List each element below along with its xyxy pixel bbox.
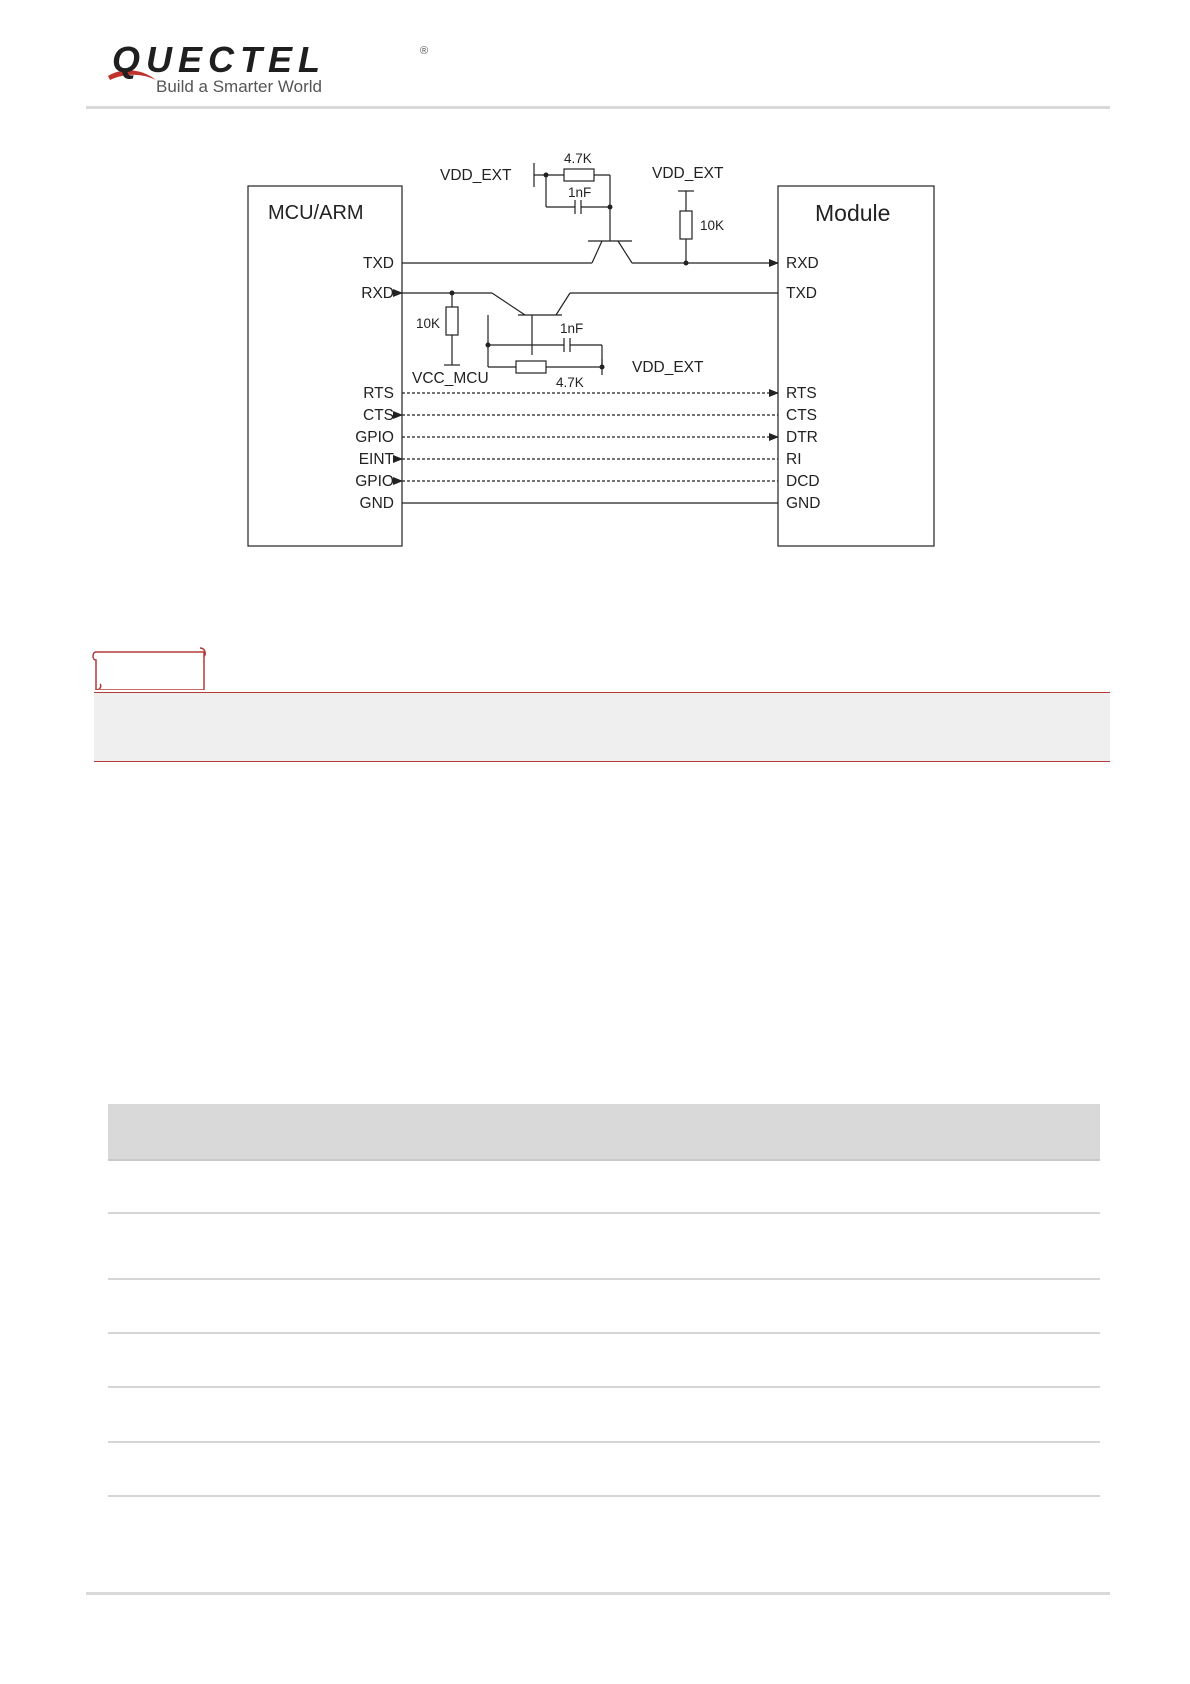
header-rule [86, 106, 1110, 109]
resistor-4k7-top [564, 169, 594, 181]
table-row [108, 1442, 1100, 1496]
label-resistor-4k7: 4.7K [556, 375, 584, 390]
mcu-pin-txd: TXD [363, 255, 394, 272]
logo-tagline: Build a Smarter World [156, 77, 322, 96]
mcu-pin-gpio: GPIO [355, 429, 394, 446]
label-vdd-ext: VDD_EXT [652, 165, 724, 182]
table-header-row [108, 1104, 1100, 1160]
module-pin-dtr: DTR [786, 429, 818, 446]
label-resistor-10k: 10K [700, 218, 725, 233]
resistor-10k-right [680, 211, 692, 239]
mcu-title: MCU/ARM [268, 202, 364, 224]
module-pin-gnd: GND [786, 495, 821, 512]
module-box [778, 186, 934, 546]
mcu-pin-cts: CTS [363, 407, 394, 424]
resistor-10k-left [446, 307, 458, 335]
label-vdd-ext: VDD_EXT [440, 167, 512, 184]
label-vdd-ext: VDD_EXT [632, 359, 704, 376]
table-row [108, 1213, 1100, 1279]
footer-rule [86, 1592, 1110, 1595]
label-resistor-4k7: 4.7K [564, 151, 592, 166]
label-vcc-mcu: VCC_MCU [412, 370, 489, 387]
label-capacitor-1nf: 1nF [568, 185, 592, 200]
note-callout [86, 640, 1110, 762]
label-resistor-10k: 10K [416, 316, 441, 331]
module-pin-txd: TXD [786, 285, 817, 302]
module-pin-cts: CTS [786, 407, 817, 424]
mcu-pin-eint: EINT [358, 451, 394, 468]
module-pin-rts: RTS [786, 385, 817, 402]
note-scroll-icon [90, 646, 208, 690]
module-pin-rxd: RXD [786, 255, 819, 272]
module-title: Module [815, 200, 891, 226]
logo-wordmark: QUECTEL [112, 40, 327, 80]
table-row [108, 1279, 1100, 1333]
note-content-band [94, 692, 1110, 762]
module-pin-ri: RI [786, 451, 802, 468]
resistor-4k7-bottom [516, 361, 546, 373]
table-row [108, 1160, 1100, 1213]
table-row [108, 1333, 1100, 1387]
mcu-box [248, 186, 402, 546]
mcu-pin-rxd: RXD [361, 285, 394, 302]
registered-mark: ® [420, 45, 429, 57]
label-capacitor-1nf: 1nF [560, 321, 584, 336]
mcu-pin-gpio: GPIO [355, 473, 394, 490]
quectel-logo [104, 40, 434, 100]
mcu-pin-rts: RTS [363, 385, 394, 402]
mcu-pin-gnd: GND [359, 495, 394, 512]
module-pin-dcd: DCD [786, 473, 820, 490]
table [108, 1104, 1100, 1497]
table-row [108, 1387, 1100, 1442]
uart-level-shift-diagram [240, 145, 960, 555]
